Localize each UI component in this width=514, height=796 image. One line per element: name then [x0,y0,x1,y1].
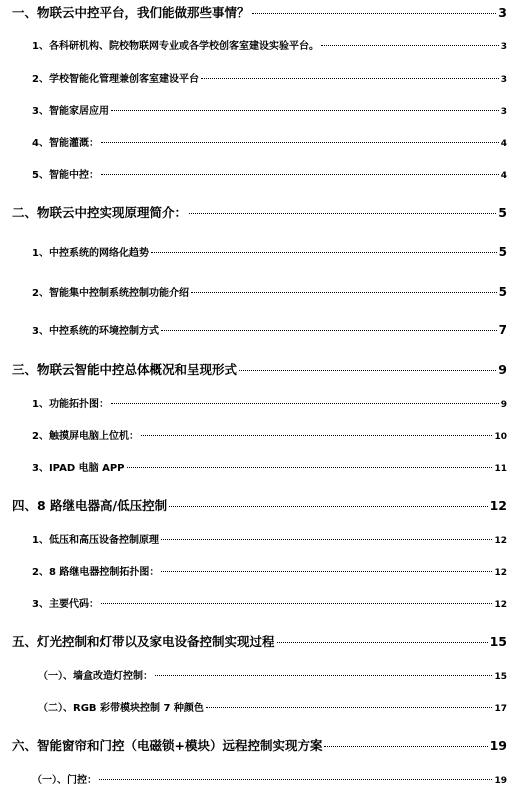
toc-entry-title: 2、8 路继电器控制拓扑图： [32,567,160,578]
toc-entry[interactable] [12,360,507,378]
toc-entry-page: 4 [500,139,507,149]
toc-entry[interactable] [32,563,507,578]
toc-entry-page: 17 [494,704,507,714]
toc-entry-title: （二）、RGB 彩带模块控制 7 种颜色 [38,703,204,714]
dot-leader [252,13,497,14]
toc-entry[interactable] [12,203,507,221]
toc-entry-page: 5 [498,245,507,259]
dot-leader [201,78,499,79]
toc-entry-title: 3、中控系统的环境控制方式 [32,326,159,337]
dot-leader [324,746,487,747]
toc-entry-page: 3 [500,107,507,117]
toc-entry[interactable] [32,244,507,259]
toc-entry-page: 9 [500,400,507,410]
dot-leader [151,252,497,253]
toc-entry[interactable] [32,595,507,610]
toc-entry-page: 12 [489,498,507,513]
toc-entry[interactable] [12,736,507,754]
toc-entry[interactable] [32,134,507,149]
dot-leader [155,675,492,676]
toc-entry-title: 2、智能集中控制系统控制功能介绍 [32,288,189,299]
toc-entry[interactable] [12,496,507,514]
toc-entry-page: 15 [494,672,507,682]
toc-entry-title: 3、智能家居应用 [32,106,109,117]
dot-leader [321,45,499,46]
dot-leader [101,142,499,143]
toc-entry-title: 4、智能灌溉： [32,138,99,149]
toc-entry-page: 10 [494,432,507,442]
dot-leader [99,779,492,780]
toc-entry[interactable] [32,395,507,410]
toc-entry-title: 六、智能窗帘和门控（电磁锁+模块）远程控制实现方案 [12,738,323,753]
toc-entry-page: 7 [498,323,507,337]
toc-entry-page: 9 [498,362,507,377]
toc-entry[interactable] [32,102,507,117]
toc-entry-page: 3 [500,75,507,85]
toc-entry-page: 5 [498,285,507,299]
dot-leader [277,642,488,643]
toc-entry-page: 19 [494,776,507,786]
toc-entry-title: 1、中控系统的网络化趋势 [32,248,149,259]
toc-entry[interactable] [32,284,507,299]
dot-leader [189,213,496,214]
dot-leader [239,370,496,371]
dot-leader [161,539,493,540]
toc-entry[interactable] [38,667,507,682]
toc-entry-page: 5 [498,205,507,220]
toc-entry-title: 五、灯光控制和灯带以及家电设备控制实现过程 [12,634,275,649]
dot-leader [169,506,487,507]
toc-entry-title: 3、IPAD 电脑 APP [32,463,125,474]
toc-entry-page: 15 [489,634,507,649]
toc-entry-title: 一、物联云中控平台，我们能做那些事情？ [12,5,250,20]
toc-entry-page: 3 [498,5,507,20]
toc-entry[interactable] [32,322,507,337]
dot-leader [101,603,493,604]
toc-entry-title: 1、功能拓扑图： [32,399,109,410]
toc-entry[interactable] [12,3,507,21]
dot-leader [111,403,499,404]
toc-entry-title: 2、学校智能化管理兼创客室建设平台 [32,74,199,85]
toc-entry-title: （一）、墙盒改造灯控制： [38,671,153,682]
toc-entry[interactable] [32,70,507,85]
dot-leader [206,707,493,708]
toc-entry-page: 19 [489,738,507,753]
toc-entry[interactable] [32,771,507,786]
toc-entry[interactable] [32,531,507,546]
toc-entry-page: 12 [494,536,507,546]
dot-leader [161,330,497,331]
toc-entry-title: 三、物联云智能中控总体概况和呈现形式 [12,362,238,377]
toc-entry-page: 12 [494,600,507,610]
dot-leader [127,467,493,468]
toc-entry-title: 1、低压和高压设备控制原理 [32,535,159,546]
toc-entry-title: 四、8 路继电器高/低压控制 [12,498,168,513]
toc-entry[interactable] [32,37,507,52]
dot-leader [191,292,497,293]
toc-entry[interactable] [32,166,507,181]
toc-entry-page: 11 [494,464,507,474]
toc-entry-page: 12 [494,568,507,578]
dot-leader [101,174,499,175]
toc-entry[interactable] [32,427,507,442]
toc-entry-title: （一）、门控： [32,775,97,786]
toc-entry-page: 3 [500,42,507,52]
toc-entry-title: 5、智能中控： [32,170,99,181]
toc-entry-page: 4 [500,171,507,181]
toc-entry-title: 二、物联云中控实现原理简介： [12,205,188,220]
toc-entry[interactable] [38,699,507,714]
toc-entry-title: 3、主要代码： [32,599,99,610]
toc-entry-title: 2、触摸屏电脑上位机： [32,431,139,442]
toc-entry[interactable] [32,459,507,474]
dot-leader [161,571,492,572]
dot-leader [111,110,499,111]
dot-leader [141,435,493,436]
toc-entry-title: 1、各科研机构、院校物联网专业或各学校创客室建设实验平台。 [32,41,319,52]
toc-entry[interactable] [12,632,507,650]
